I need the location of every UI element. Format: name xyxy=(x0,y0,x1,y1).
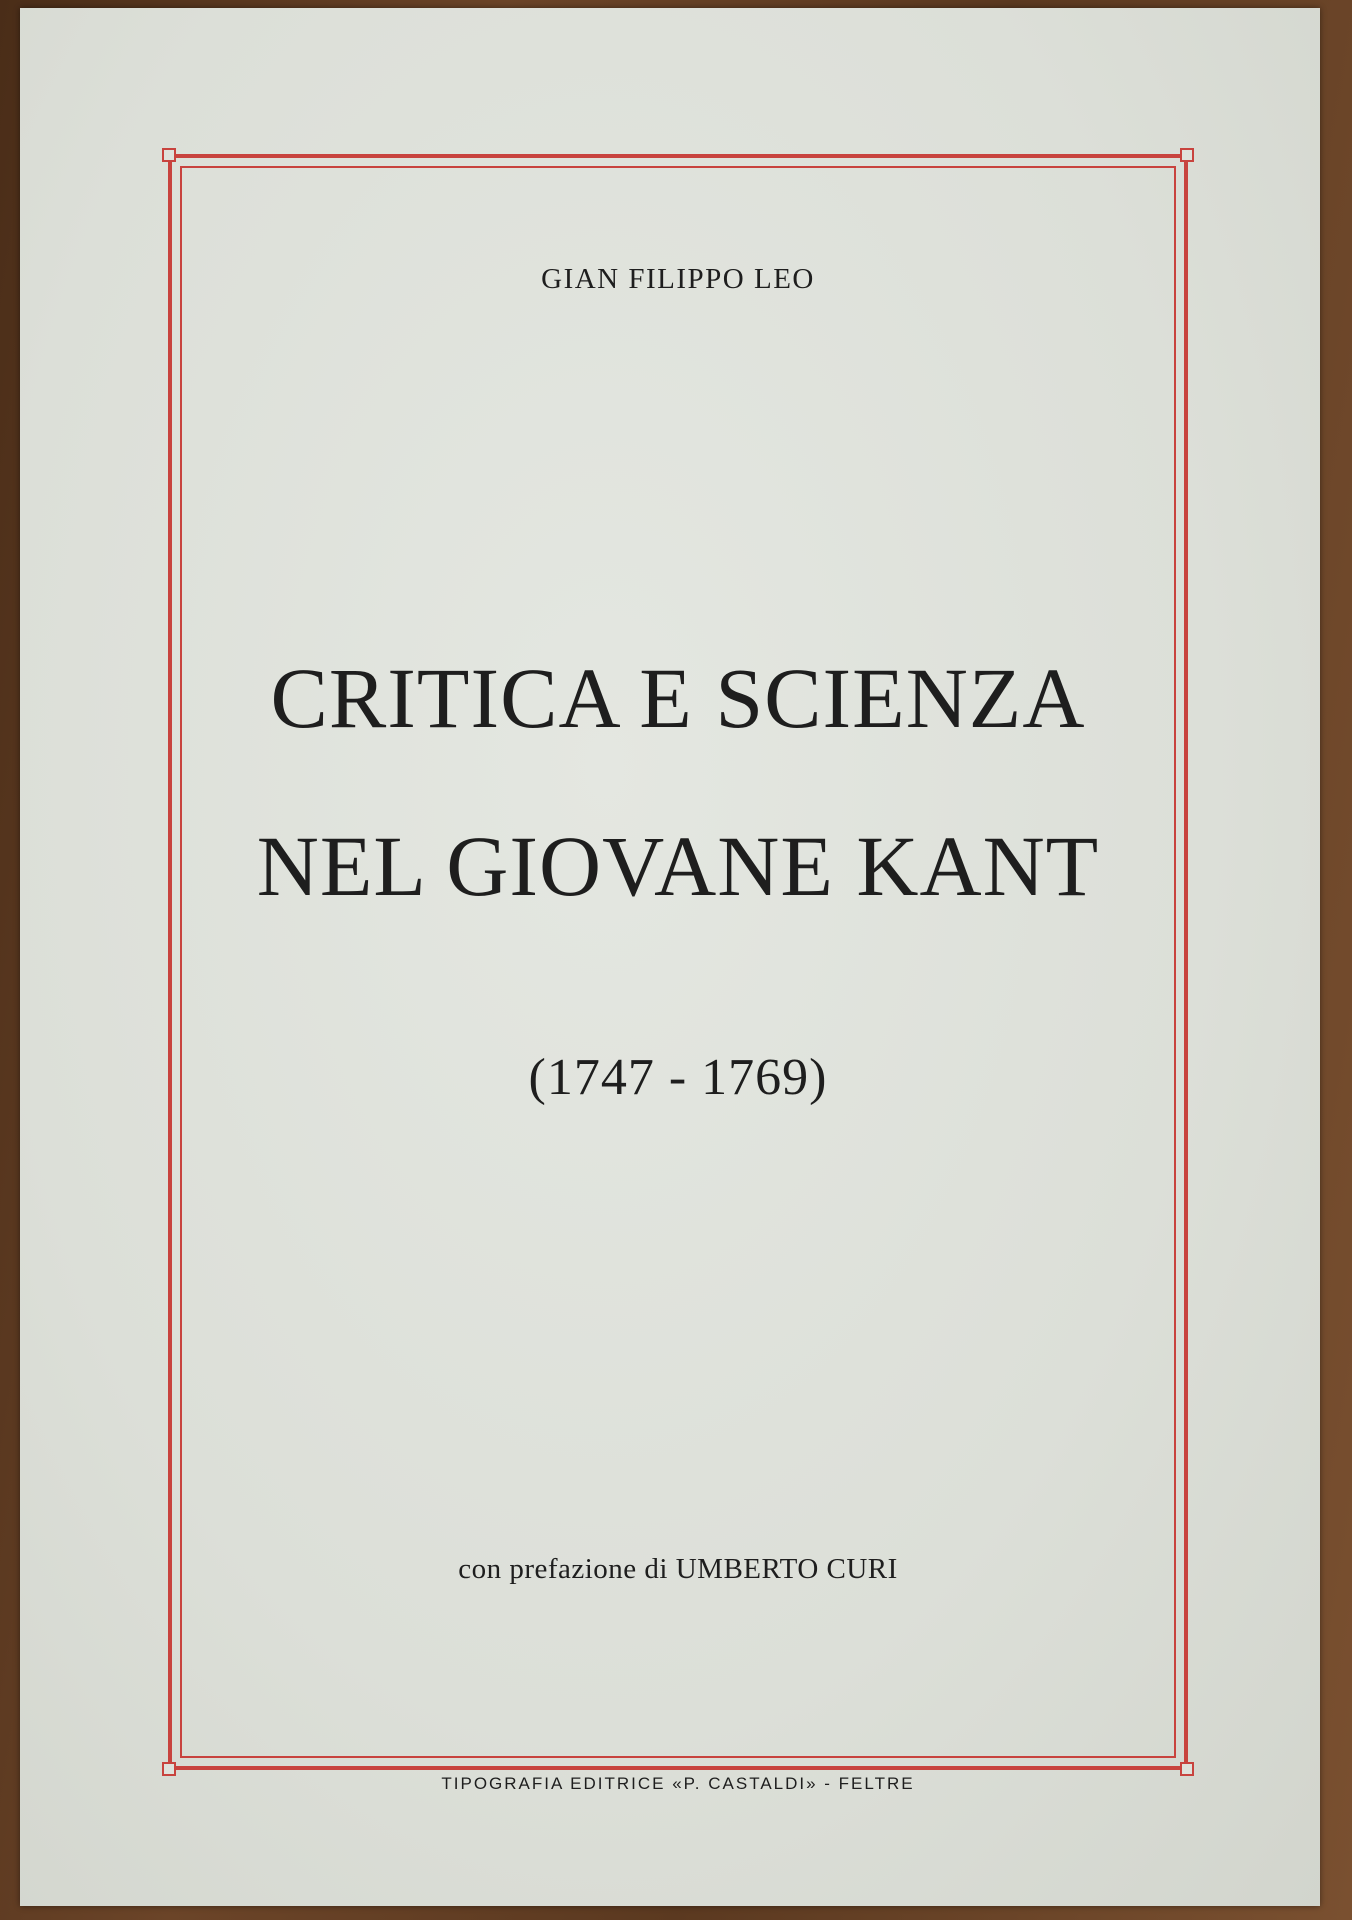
frame-corner-bottom-left xyxy=(162,1762,176,1776)
title-line-2: NEL GIOVANE KANT xyxy=(256,818,1100,914)
frame-corner-top-right xyxy=(1180,148,1194,162)
title-line-1: CRITICA E SCIENZA xyxy=(270,650,1086,746)
frame-corner-bottom-right xyxy=(1180,1762,1194,1776)
preface-credit: con prefazione di UMBERTO CURI xyxy=(458,1553,898,1585)
printer-imprint: TIPOGRAFIA EDITRICE «P. CASTALDI» - FELTRE xyxy=(441,1774,915,1793)
frame-corner-top-left xyxy=(162,148,176,162)
author-name: GIAN FILIPPO LEO xyxy=(541,263,815,295)
years-range: (1747 - 1769) xyxy=(528,1049,828,1106)
red-frame-inner xyxy=(180,166,1176,1758)
book-cover xyxy=(20,8,1320,1906)
